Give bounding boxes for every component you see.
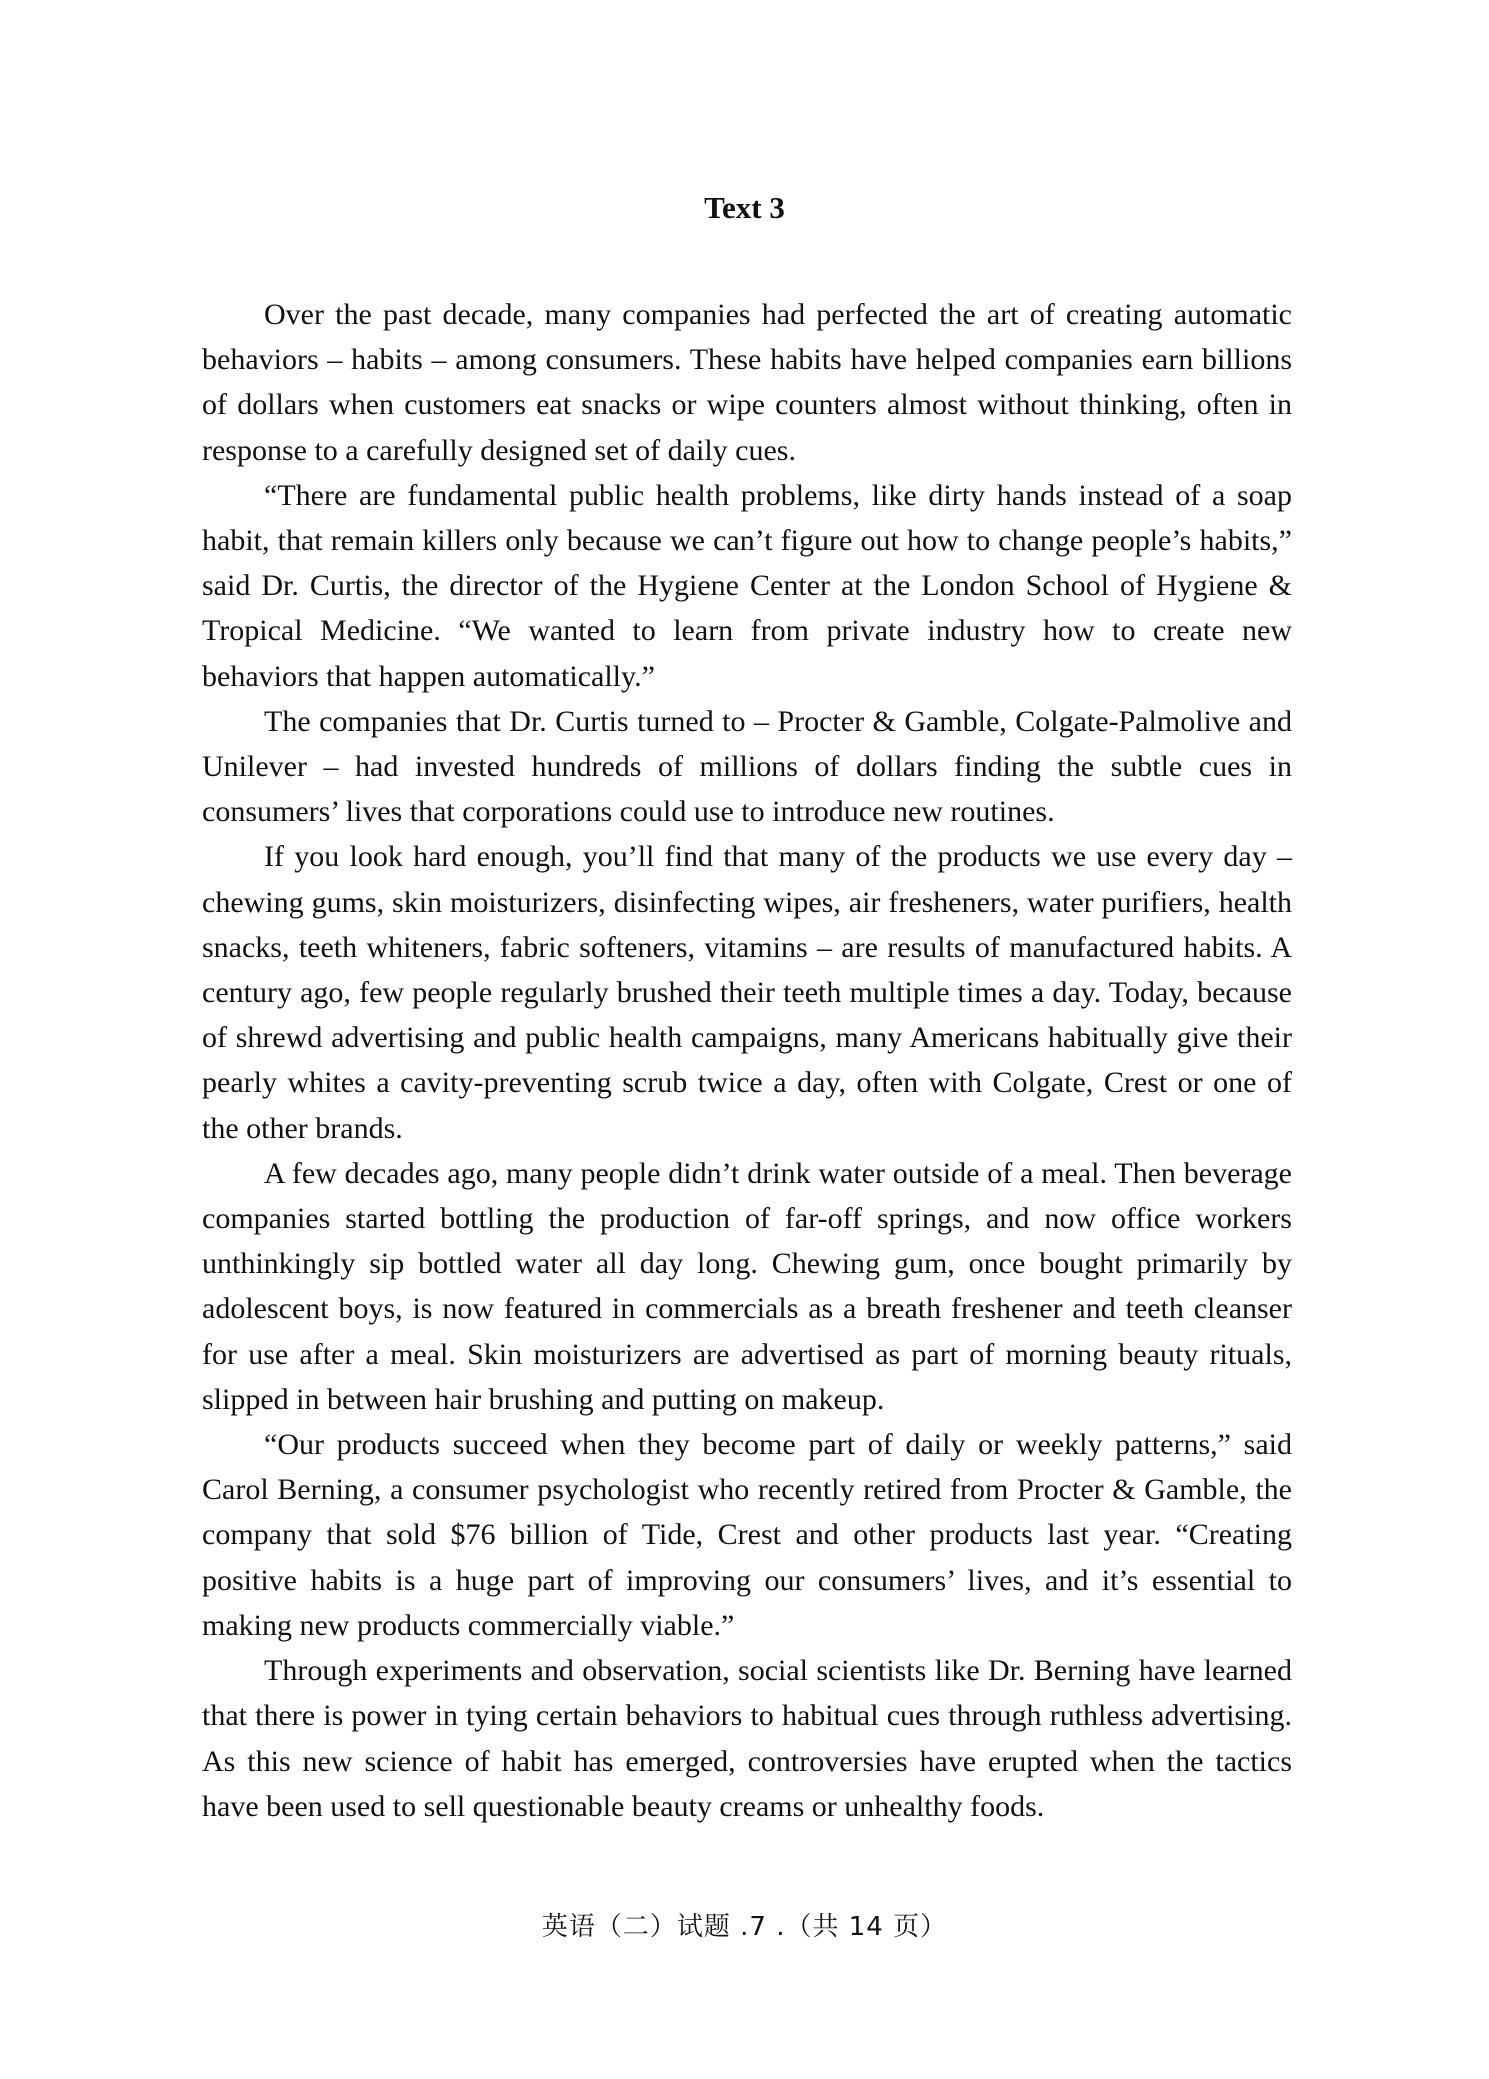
- paragraph-1: Over the past decade, many companies had perfected the art of creating automatic behaviors – habits – among consumers. These habits have helped companies earn billions of dollars when customers eat snacks or wipe counters almost without thinking, often in response to a carefully designed set of daily cues.: [202, 298, 1292, 467]
- page-footer: 英语（二）试题 .7 .（共 14 页）: [541, 1912, 948, 1942]
- passage-body: [202, 292, 1292, 1829]
- paragraph-2: “There are fundamental public health problems, like dirty hands instead of a soap habit, that remain killers only because we can’t figure out how to change people’s habits,” said Dr. Curtis, the director of the Hygiene Center at the London School of Hygiene & Tropical Medicine. “We wanted to learn from private industry how to create new behaviors that happen automatically.”: [202, 478, 1292, 693]
- paragraph-4: If you look hard enough, you’ll find that many of the products we use every day – chewing gums, skin moisturizers, disinfecting wipes, air fresheners, water purifiers, health snacks, teeth whiteners, fabric softeners, vitamins – are results of manufactured habits. A century ago, few people regularly brushed their teeth multiple times a day. Today, because of shrewd advertising and public health campaigns, many Americans habitually give their pearly whites a cavity-preventing scrub twice a day, often with Colgate, Crest or one of the other brands.: [202, 840, 1292, 1145]
- paragraph-5: A few decades ago, many people didn’t drink water outside of a meal. Then beverage companies started bottling the production of far-off springs, and now office workers unthinkingly sip bottled water all day long. Chewing gum, once bought primarily by adolescent boys, is now featured in commercials as a breath freshener and teeth cleanser for use after a meal. Skin moisturizers are advertised as part of morning beauty rituals, slipped in between hair brushing and putting on makeup.: [202, 1156, 1292, 1416]
- paragraph-3: The companies that Dr. Curtis turned to – Procter & Gamble, Colgate-Palmolive and Unilever – had invested hundreds of millions of dollars finding the subtle cues in consumers’ lives that corporations could use to introduce new routines.: [202, 704, 1292, 829]
- paragraph-6: “Our products succeed when they become part of daily or weekly patterns,” said Carol Berning, a consumer psychologist who recently retired from Procter & Gamble, the company that sold $76 billion of Tide, Crest and other products last year. “Creating positive habits is a huge part of improving our consumers’ lives, and it’s essential to making new products commercially viable.”: [202, 1428, 1292, 1642]
- passage-title: Text 3: [704, 190, 785, 225]
- paragraph-7: Through experiments and observation, social scientists like Dr. Berning have learned that there is power in tying certain behaviors to habitual cues through ruthless advertising. As this new science of habit has emerged, controversies have erupted when the tactics have been used to sell questionable beauty creams or unhealthy foods.: [202, 1654, 1292, 1823]
